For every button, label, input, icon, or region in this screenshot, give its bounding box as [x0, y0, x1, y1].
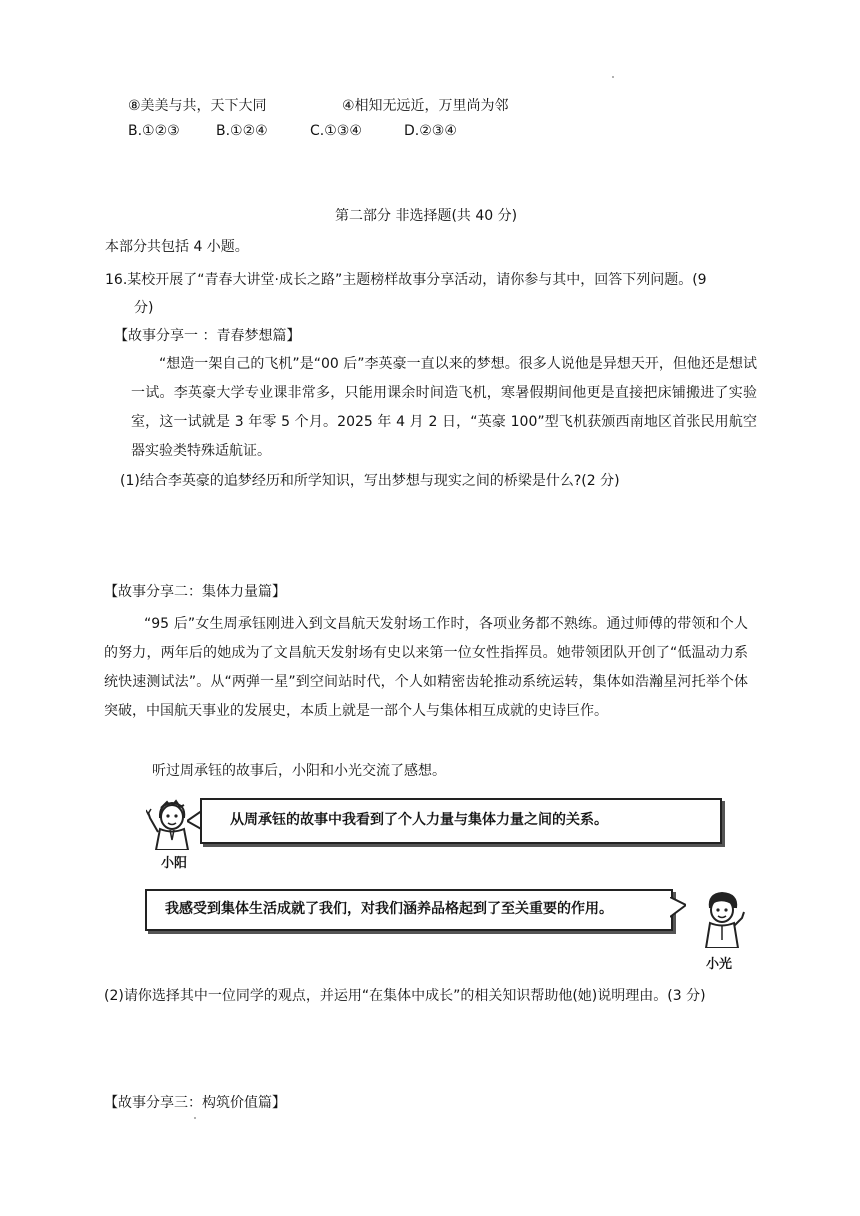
part-heading: 第二部分 非选择题(共 40 分): [335, 208, 518, 224]
xiaoguang-figure: [700, 890, 746, 948]
option-b2: B.①②④: [216, 123, 268, 139]
story2-title: 【故事分享二：集体力量篇】: [104, 584, 286, 600]
dialogue-intro: 听过周承钰的故事后，小阳和小光交流了感想。: [152, 763, 446, 779]
choice-item-4: ④相知无远近，万里尚为邻: [342, 98, 509, 114]
question-16-stem: 16.某校开展了“青春大讲堂·成长之路”主题榜样故事分享活动，请你参与其中，回答下列问题。(9: [105, 272, 707, 288]
speech-tail-right-icon: [670, 897, 686, 919]
xiaoguang-speech-text: 我感受到集体生活成就了我们，对我们涵养品格起到了至关重要的作用。: [145, 889, 673, 931]
story1-paragraph: “想造一架自己的飞机”是“00 后”李英豪一直以来的梦想。很多人说他是异想天开，但他还是想试一试。李英豪大学专业课非常多，只能用课余时间造飞机，寒暑假期间他更是直接把床铺搬进了实验室，这一试就是 3 年零 5 个月。2025 年 4 月 2 日，“英豪 100”型飞机获颁西南地区首张民用航空器实验类特殊适航证。: [131, 356, 757, 459]
scan-speck: [612, 76, 614, 78]
subquestion-2: (2)请你选择其中一位同学的观点，并运用“在集体中成长”的相关知识帮助他(她)说明理由。(3 分): [104, 988, 706, 1004]
xiaoyang-speech-bubble: [200, 798, 722, 844]
option-d: D.②③④: [404, 123, 457, 139]
story1-title: 【故事分享一 ：青春梦想篇】: [114, 328, 301, 344]
scan-speck: [194, 1117, 196, 1119]
story3-title: 【故事分享三：构筑价值篇】: [104, 1095, 286, 1111]
xiaoyang-speech-text: 从周承钰的故事中我看到了个人力量与集体力量之间的关系。: [200, 798, 722, 844]
part-intro: 本部分共包括 4 小题。: [105, 239, 249, 255]
story2-paragraph: “95 后”女生周承钰刚进入到文昌航天发射场工作时，各项业务都不熟练。通过师傅的带领和个人的努力，两年后的她成为了文昌航天发射场有史以来第一位女性指挥员。她带领团队开创了“低温动力系统快速测试法”。从“两弹一星”到空间站时代，个人如精密齿轮推动系统运转，集体如浩瀚星河托举个体突破，中国航天事业的发展史，本质上就是一部个人与集体相互成就的史诗巨作。: [104, 616, 748, 719]
xiaoguang-speech-bubble: [145, 889, 673, 931]
option-c: C.①③④: [310, 123, 362, 139]
subquestion-1: (1)结合李英豪的追梦经历和所学知识，写出梦想与现实之间的桥梁是什么?(2 分): [120, 473, 620, 489]
option-b1: B.①②③: [128, 123, 180, 139]
xiaoguang-name: 小光: [706, 957, 733, 972]
xiaoyang-name: 小阳: [161, 856, 188, 871]
question-16-stem-cont: 分): [134, 300, 154, 316]
choice-item-8: ⑧美美与共，天下大同: [128, 98, 267, 114]
student-boy-icon: [700, 890, 746, 948]
